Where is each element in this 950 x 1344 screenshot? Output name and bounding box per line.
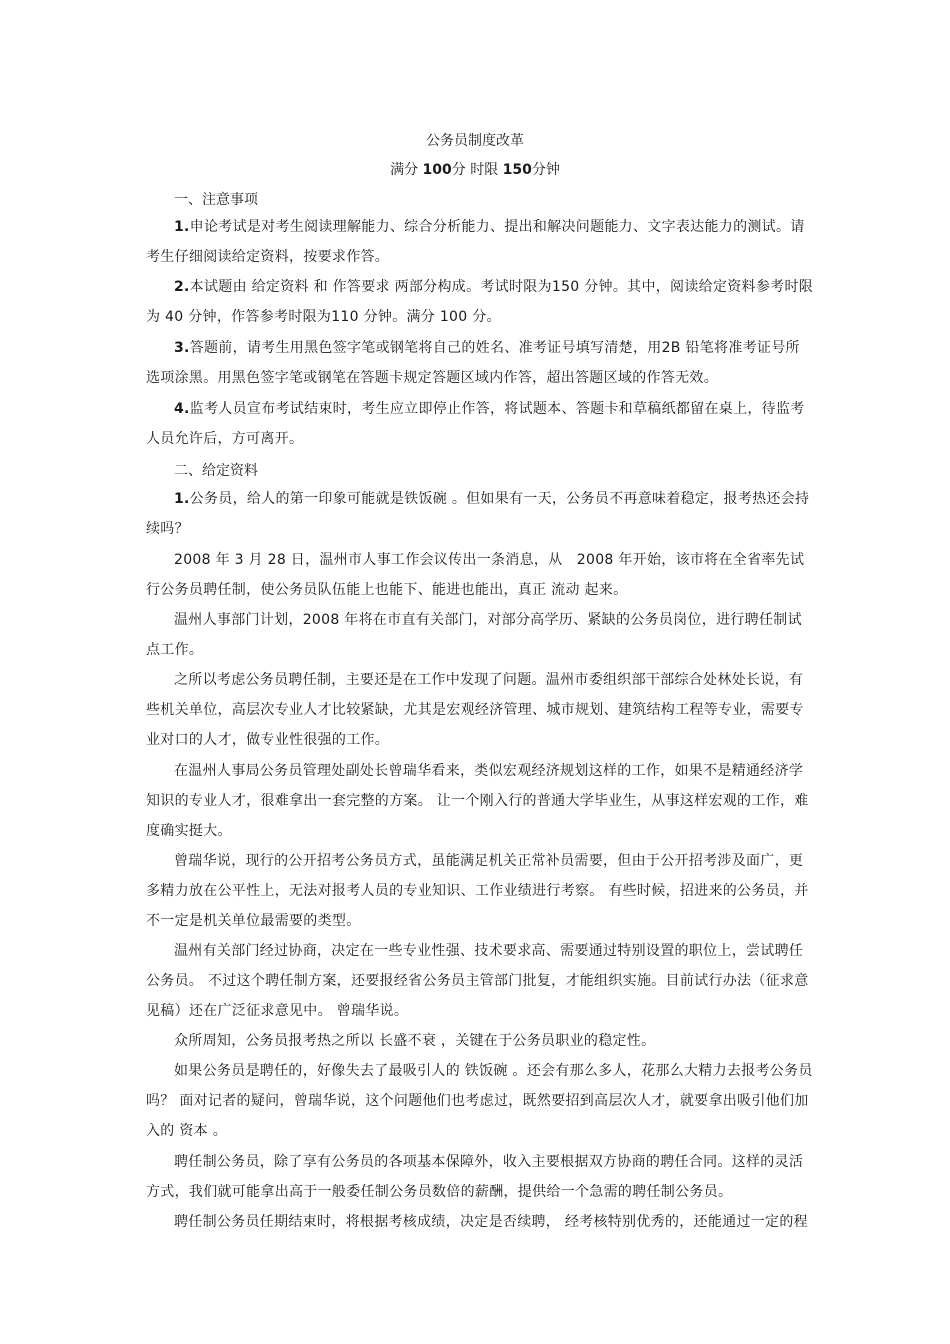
body-paragraph: 聘任制公务员，除了享有公务员的各项基本保障外，收入主要根据双方协商的聘任合同。这样的灵活方式，我们就可能拿出高于一般委任制公务员数倍的薪酬，提供给一个急需的聘任制公务员。: [146, 1154, 804, 1200]
score-value: 100: [422, 162, 452, 178]
note-number: 3.: [174, 340, 190, 356]
body-paragraph: 温州有关部门经过协商，决定在一些专业性强、技术要求高、需要通过特别设置的职位上，尝试聘任公务员。 不过这个聘任制方案，还要报经省公务员主管部门批复，才能组织实施。目前试行办法（征求意见稿）还在广泛征求意见中。 曾瑞华说。: [146, 943, 809, 1019]
note-text: 监考人员宣布考试结束时，考生应立即停止作答，将试题本、答题卡和草稿纸都留在桌上，待监考人员允许后，方可离开。: [146, 401, 805, 447]
material-number: 1.: [174, 491, 190, 507]
note-number: 4.: [174, 401, 190, 417]
note-paragraph-1: [146, 212, 814, 272]
document-title: 公务员制度改革: [426, 133, 524, 149]
time-value: 150: [502, 162, 532, 178]
note-paragraph-2: [146, 272, 814, 332]
body-paragraph: 曾瑞华说，现行的公开招考公务员方式，虽能满足机关正常补员需要，但由于公开招考涉及面广，更多精力放在公平性上，无法对报考人员的专业知识、工作业绩进行考察。 有些时候，招进来的公务员，并不一定是机关单位最需要的类型。: [146, 853, 809, 929]
body-paragraph: 2008 年 3 月 28 日，温州市人事工作会议传出一条消息，从 2008 年开始，该市将在全省率先试行公务员聘任制，使公务员队伍能上也能下、能进也能出，真正 流动 起来。: [146, 552, 805, 598]
score-label: 满分: [390, 162, 419, 178]
note-text: 本试题由 给定资料 和 作答要求 两部分构成。考试时限为150 分钟。其中，阅读给定资料参考时限为 40 分钟，作答参考时限为110 分钟。满分 100 分。: [146, 279, 814, 325]
body-paragraph: 温州人事部门计划，2008 年将在市直有关部门，对部分高学历、紧缺的公务员岗位，进行聘任制试点工作。: [146, 612, 802, 658]
minute-label: 分钟: [531, 162, 560, 178]
material-paragraph-1: [146, 484, 814, 544]
body-paragraph: 在温州人事局公务员管理处副处长曾瑞华看来，类似宏观经济规划这样的工作，如果不是精通经济学知识的专业人才，很难拿出一套完整的方案。 让一个刚入行的普通大学毕业生，从事这样宏观的工作，难度确实挺大。: [146, 763, 809, 839]
body-paragraph: 如果公务员是聘任的，好像失去了最吸引人的 铁饭碗 。还会有那么多人，花那么大精力去报考公务员吗？ 面对记者的疑问，曾瑞华说，这个问题他们也考虑过，既然要招到高层次人才，就要拿出吸引他们加入的 资本 。: [146, 1063, 813, 1139]
note-paragraph-4: [146, 394, 814, 454]
section-heading-materials: 二、给定资料: [174, 463, 258, 479]
note-paragraph-3: [146, 333, 814, 393]
score-time-line: [0, 159, 950, 179]
material-text: 公务员，给人的第一印象可能就是铁饭碗 。但如果有一天，公务员不再意味着稳定，报考热还会持续吗？: [146, 491, 810, 537]
body-paragraph: 聘任制公务员任期结束时，将根据考核成绩，决定是否续聘， 经考核特别优秀的，还能通过一定的程: [174, 1214, 808, 1230]
note-text: 申论考试是对考生阅读理解能力、综合分析能力、提出和解决问题能力、文字表达能力的测试。请考生仔细阅读给定资料，按要求作答。: [146, 219, 805, 265]
note-text: 答题前，请考生用黑色签字笔或钢笔将自己的姓名、准考证号填写清楚，用2B 铅笔将准考证号所选项涂黑。用黑色签字笔或钢笔在答题卡规定答题区域内作答，超出答题区域的作答无效。: [146, 340, 800, 386]
note-number: 2.: [174, 279, 190, 295]
section-heading-notes: 一、注意事项: [174, 192, 258, 208]
time-label: 分 时限: [451, 162, 499, 178]
body-paragraph: 之所以考虑公务员聘任制，主要还是在工作中发现了问题。温州市委组织部干部综合处林处长说，有些机关单位，高层次专业人才比较紧缺，尤其是宏观经济管理、城市规划、建筑结构工程等专业，需要专业对口的人才，做专业性很强的工作。: [146, 672, 804, 748]
note-number: 1.: [174, 219, 190, 235]
body-paragraph: 众所周知，公务员报考热之所以 长盛不衰 ，关键在于公务员职业的稳定性。: [174, 1033, 656, 1049]
